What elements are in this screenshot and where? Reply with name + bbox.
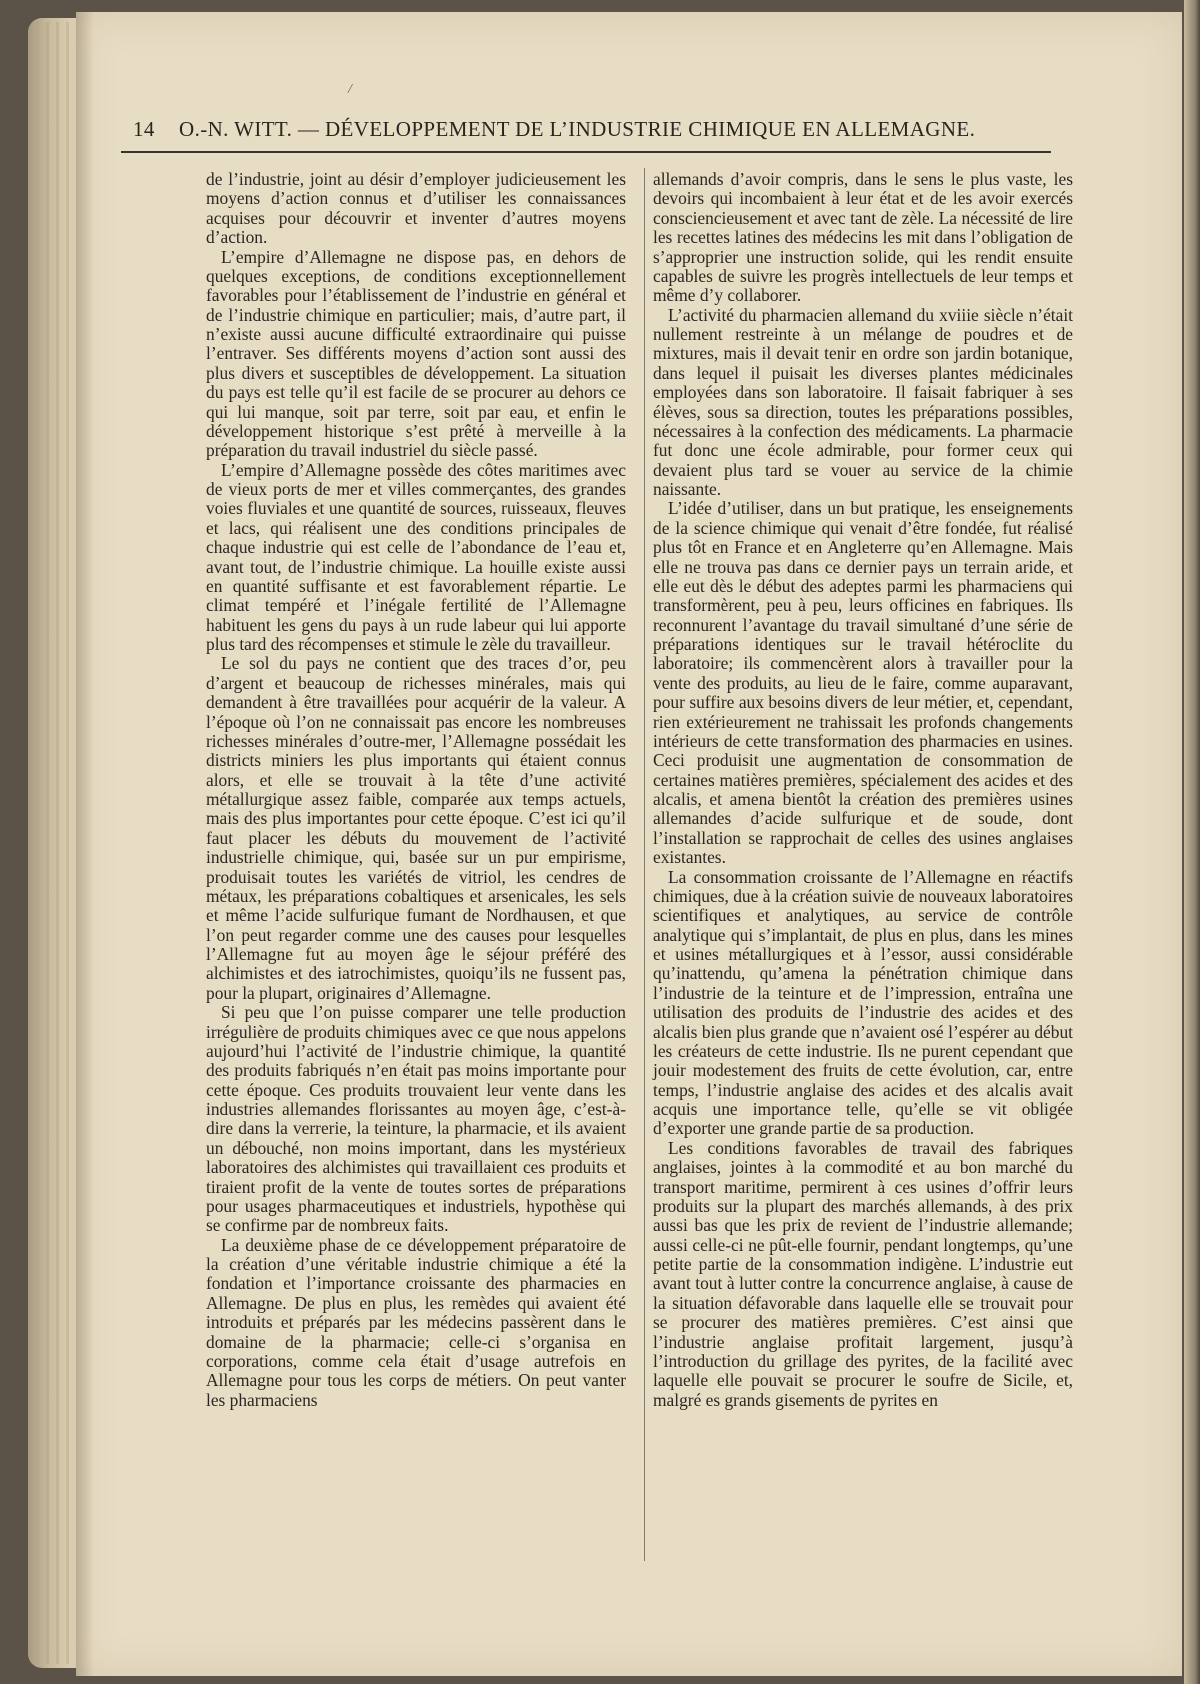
- paragraph: Les conditions favorables de travail des fabriques anglaises, jointes à la commodité et au bon marché du transport maritime, permirent à ces usines d’offrir leurs produits sur la plupart des marchés allemands, à des prix aussi bas que les prix de revient de l’industrie allemande; aussi celle-ci ne pût-elle fournir, pendant longtemps, qu’une petite partie de la consommation indigène. L’industrie eut avant tout à lutter contre la concurrence anglaise, à cause de la situation défavorable dans laquelle elle se trouvait pour se procurer des matières premières. C’est ainsi que l’industrie anglaise profitait largement, jusqu’à l’introduction du grillage des pyrites, de la facilité avec laquelle elle pouvait se procurer le soufre de Sicile, et, malgré es grands gisements de pyrites en: [653, 1137, 1073, 1410]
- left-column: [206, 170, 626, 1410]
- running-header: [133, 117, 1048, 147]
- running-title: O.-N. WITT. — DÉVELOPPEMENT DE L’INDUSTRIE CHIMIQUE EN ALLEMAGNE.: [179, 117, 976, 141]
- paragraph: de l’industrie, joint au désir d’employer judicieusement les moyens d’action connus et d’utiliser les connaissances acquises pour découvrir et inventer d’autres moyens d’action.: [206, 169, 626, 248]
- paragraph: Le sol du pays ne contient que des traces d’or, peu d’argent et beaucoup de richesses minérales, mais qui demandent à être travaillées pour acquérir de la valeur. A l’époque où l’on ne connaissait pas encore les nombreuses richesses minérales d’outre-mer, l’Allemagne possédait les districts miniers les plus importants qui étaient connus alors, et elle se trouvait à la tête d’une activité métallurgique assez faible, comparée aux temps actuels, mais des plus importantes pour cette époque. C’est ici qu’il faut placer les débuts du mouvement de l’activité industrielle chimique, qui, basée sur un pur empirisme, produisait toutes les variétés de vitriol, les cendres de métaux, les préparations cobaltiques et arsenicales, les sels et même l’acide sulfurique fumant de Nordhausen, et que l’on peut regarder comme une des causes pour lesquelles l’Allemagne fut au moyen âge le séjour préféré des alchimistes et des iatrochimistes, quoiqu’ils ne fussent pas, pour la plupart, originaires d’Allemagne.: [206, 653, 626, 1003]
- header-rule: [121, 151, 1051, 153]
- paragraph: La consommation croissante de l’Allemagne en réactifs chimiques, due à la création suivie de nouveaux laboratoires scientifiques et analytiques, au service de contrôle analytique qui s’implantait, de plus en plus, dans les mines et usines métallurgiques et à l’essor, aussi considérable qu’inattendu, qu’amena la pénétration chimique dans l’industrie de la teinture et de l’impression, entraîna une utilisation des produits de l’industrie des acides et des alcalis bien plus grande que n’avaient osé l’espérer au début les créateurs de cette industrie. Ils ne purent cependant que jouir modestement des fruits de cette évolution, car, entre temps, l’industrie anglaise des acides et des alcalis avait acquis une importance telle, qu’elle se vit obligée d’exporter une grande partie de sa production.: [653, 866, 1073, 1139]
- paragraph: L’activité du pharmacien allemand du xviiie siècle n’était nullement restreinte à un mélange de poudres et de mixtures, mais il devait tenir en ordre son jardin botanique, dans lequel il puisait les diverses plantes médicinales employées dans son laboratoire. Il faisait fabriquer à ses élèves, sous sa direction, toutes les préparations possibles, nécessaires à la confection des médicaments. La pharmacie fut donc une école admirable, pour former ceux qui devaient plus tard se vouer au service de la chimie naissante.: [653, 304, 1073, 499]
- paragraph: Si peu que l’on puisse comparer une telle production irrégulière de produits chimiques avec ce que nous appelons aujourd’hui l’activité de l’industrie chimique, la quantité des produits fabriqués n’en était pas moins importante pour cette époque. Ces produits trouvaient leur vente dans les industries allemandes florissantes au moyen âge, c’est-à-dire dans la verrerie, la teinture, la pharmacie, et ils avaient un débouché, non moins important, dans les mystérieux laboratoires des alchimistes qui travaillaient ces produits et tiraient profit de la vente de toutes sortes de préparations pour usages pharmaceutiques et industriels, hypothèse qui se confirme par de nombreux faits.: [206, 1002, 626, 1236]
- column-divider: [644, 168, 645, 1561]
- right-column: [653, 170, 1073, 1410]
- book-spine-shadow: [1184, 0, 1200, 1684]
- paragraph: L’empire d’Allemagne possède des côtes maritimes avec de vieux ports de mer et villes commerçantes, des grandes voies fluviales et une quantité de sources, ruisseaux, fleuves et lacs, qui réalisent une des conditions principales de chaque industrie qui est celle de l’abondance de l’eau et, avant tout, de l’industrie chimique. La houille existe aussi en quantité suffisante et est favorablement répartie. Le climat tempéré et l’inégale fertilité de l’Allemagne habituent les gens du pays à un rude labeur qui lui apporte plus tard des récompenses et stimule le zèle du travailleur.: [206, 459, 626, 654]
- paragraph: allemands d’avoir compris, dans le sens le plus vaste, les devoirs qui incombaient à leur état et de les avoir exercés consciencieusement et avec tant de zèle. La nécessité de lire les recettes latines des médecins les mit dans l’obligation de s’approprier une instruction solide, qui les rendit ensuite capables de suivre les progrès intellectuels de leur temps et même d’y collaborer.: [653, 169, 1073, 306]
- pencil-mark: /: [348, 82, 352, 97]
- paragraph: L’idée d’utiliser, dans un but pratique, les enseignements de la science chimique qui venait d’être fondée, fut réalisé plus tôt en France et en Angleterre qu’en Allemagne. Mais elle ne trouva pas dans ce dernier pays un terrain aride, et elle eut dès le début des adeptes parmi les pharmaciens qui transformèrent, peu à peu, leurs officines en fabriques. Ils reconnurent l’avantage du travail simultané d’une série de préparations identiques sur le travail hétéroclite du laboratoire; ils commencèrent alors à travailler pour la vente des produits, au lieu de le faire, comme auparavant, pour suffire aux besoins divers de leur métier, et, cependant, rien extérieurement ne trahissait les profonds changements intérieurs de cette transformation des pharmacies en usines. Ceci produisit une augmentation de consommation de certaines matières premières, spécialement des acides et des alcalis, et amena bientôt la création des premières usines allemandes d’acide sulfurique et de soude, dont l’installation se rapprochait de celles des usines anglaises existantes.: [653, 498, 1073, 868]
- paragraph: L’empire d’Allemagne ne dispose pas, en dehors de quelques exceptions, de conditions exceptionnellement favorables pour l’établissement de l’industrie en général et de l’industrie chimique en particulier; mais, d’autre part, il n’existe aussi aucune difficulté extraordinaire qui puisse l’entraver. Ses différents moyens d’action sont aussi des plus divers et susceptibles de développement. La situation du pays est telle qu’il est facile de se procurer au dehors ce qui lui manque, soit par terre, soit par eau, et enfin le développement historique s’est prêté à merveille à la préparation du travail industriel du siècle passé.: [206, 246, 626, 461]
- page-number: 14: [133, 117, 155, 141]
- paragraph: La deuxième phase de ce développement préparatoire de la création d’une véritable industrie chimique a été la fondation et l’importance croissante des pharmacies en Allemagne. De plus en plus, les remèdes qui avaient été introduits et préparés par les médecins passèrent dans le domaine de la pharmacie; celle-ci s’organisa en corporations, comme cela était d’usage autrefois en Allemagne pour tous les corps de métiers. On peut vanter les pharmaciens: [206, 1234, 626, 1410]
